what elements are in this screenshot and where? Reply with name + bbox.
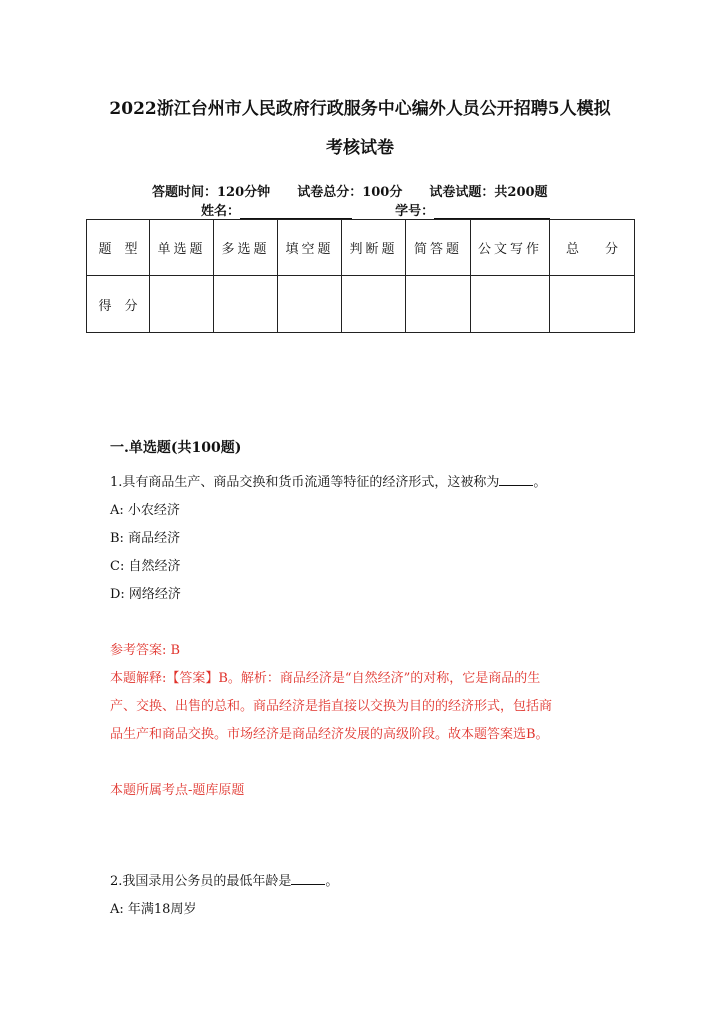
score-cell[interactable] (214, 276, 278, 333)
header-cell: 公文写作 (471, 220, 550, 276)
score-table-header-row (87, 220, 635, 276)
question-2-text: 2.我国录用公务员的最低年龄是 (110, 874, 292, 889)
score-cell[interactable] (471, 276, 550, 333)
question-1-text: 1.具有商品生产、商品交换和货币流通等特征的经济形式，这被称为 (110, 475, 500, 490)
header-cell: 单选题 (150, 220, 214, 276)
exam-title-line2: 考核试卷 (326, 138, 394, 158)
score-cell[interactable] (406, 276, 471, 333)
exam-total-score: 试卷总分：100分 (297, 185, 403, 200)
question-2-stem (110, 870, 338, 889)
score-row-label: 得 分 (87, 276, 150, 333)
id-label: 学号： (395, 204, 435, 219)
question-2-option-a[interactable]: A: 年满18周岁 (110, 902, 197, 917)
question-2-blank (291, 872, 325, 885)
question-1-option-b[interactable]: B: 商品经济 (110, 531, 181, 546)
exam-total-questions: 试卷试题：共200题 (429, 185, 548, 200)
question-1-explanation-line: 品生产和商品交换。市场经济是商品经济发展的高级阶段。故本题答案选B。 (110, 727, 549, 742)
score-cell[interactable] (150, 276, 214, 333)
question-2-end: 。 (325, 874, 339, 889)
id-blank[interactable] (434, 205, 550, 219)
question-1-option-a[interactable]: A: 小农经济 (110, 503, 180, 518)
question-1-blank (499, 473, 533, 486)
header-cell: 判断题 (342, 220, 406, 276)
section-title: 一.单选题(共100题) (110, 440, 242, 456)
score-cell[interactable] (550, 276, 635, 333)
student-info-line (201, 200, 550, 219)
name-label: 姓名： (201, 204, 241, 219)
exam-title-line1: 2022浙江台州市人民政府行政服务中心编外人员公开招聘5人模拟 (109, 99, 611, 119)
exam-info-line (152, 181, 548, 200)
question-1-explanation-line: 本题解释:【答案】B。解析：商品经济是“自然经济”的对称，它是商品的生 (110, 671, 541, 686)
score-table (86, 219, 635, 333)
name-blank[interactable] (240, 205, 352, 219)
question-1-option-d[interactable]: D: 网络经济 (110, 587, 181, 602)
exam-time: 答题时间：120分钟 (152, 185, 271, 200)
header-cell: 简答题 (406, 220, 471, 276)
header-cell: 多选题 (214, 220, 278, 276)
question-1-explanation-line: 产、交换、出售的总和。商品经济是指直接以交换为目的的经济形式，包括商 (110, 699, 553, 714)
header-cell: 题 型 (87, 220, 150, 276)
question-1-stem (110, 471, 546, 490)
question-1-option-c[interactable]: C: 自然经济 (110, 559, 181, 574)
score-cell[interactable] (342, 276, 406, 333)
question-1-answer: 参考答案: B (110, 643, 181, 658)
question-1-source: 本题所属考点-题库原题 (110, 783, 245, 798)
score-table-score-row (87, 276, 635, 333)
question-1-end: 。 (533, 475, 547, 490)
score-cell[interactable] (278, 276, 342, 333)
header-cell: 填空题 (278, 220, 342, 276)
header-cell: 总 分 (550, 220, 635, 276)
